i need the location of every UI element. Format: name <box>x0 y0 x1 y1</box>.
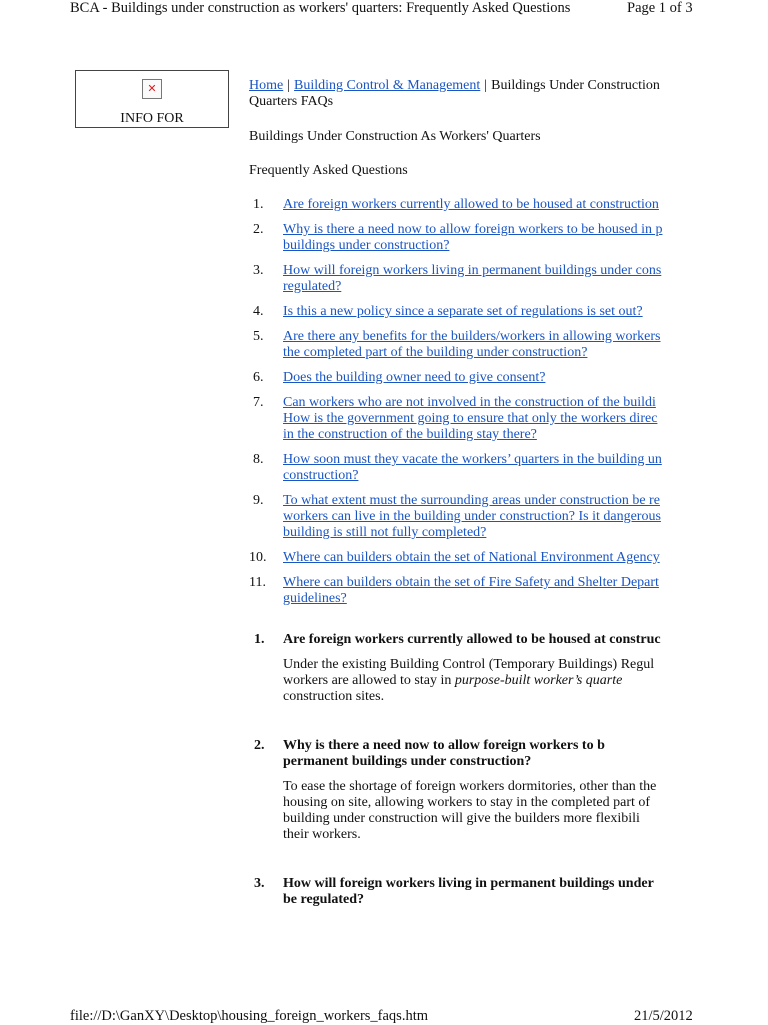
faq-question-item <box>249 550 698 566</box>
faq-question-link-line: Are foreign workers currently allowed to be housed at construction <box>283 197 659 212</box>
faq-question-link[interactable] <box>283 370 545 385</box>
faq-answer-question <box>283 738 698 770</box>
faq-answer-text-line <box>283 795 698 811</box>
faq-question-link-line: Where can builders obtain the set of National Environment Agency <box>283 550 660 565</box>
info-for-box <box>75 70 229 128</box>
faq-answer-text-line <box>283 827 698 843</box>
faq-question-link-line: How will foreign workers living in permanent buildings under cons <box>283 263 662 278</box>
faq-question-link[interactable] <box>283 550 660 565</box>
faq-answer-number: 2. <box>254 738 265 753</box>
faq-question-number: 7. <box>253 395 264 410</box>
faq-question-number: 4. <box>253 304 264 319</box>
faq-answer-number: 1. <box>254 632 265 647</box>
faq-question-link[interactable] <box>283 263 661 294</box>
faq-question-item <box>249 304 698 320</box>
info-for-label: INFO FOR <box>120 111 184 126</box>
faq-answer-text-fragment: Under the existing Building Control (Temporary Buildings) Regul <box>283 657 655 672</box>
faq-question-item <box>249 452 698 484</box>
faq-question-link-line: Is this a new policy since a separate set of regulations is set out? <box>283 304 643 319</box>
faq-answer-block <box>249 876 698 908</box>
breadcrumb-current-continued: Quarters FAQs <box>249 94 334 109</box>
faq-heading: Frequently Asked Questions <box>249 163 408 178</box>
breadcrumb <box>249 78 698 94</box>
faq-question-number: 10. <box>249 550 267 565</box>
faq-answer-text-line <box>283 657 698 673</box>
faq-question-link[interactable] <box>283 575 659 606</box>
faq-answer-text <box>283 657 698 705</box>
faq-answer-text-fragment: To ease the shortage of foreign workers dormitories, other than the <box>283 779 657 794</box>
faq-question-link-line: Can workers who are not involved in the construction of the buildi <box>283 395 656 410</box>
faq-answer-question-line: Why is there a need now to allow foreign workers to b <box>283 738 605 753</box>
faq-answer-text-line <box>283 811 698 827</box>
faq-answer-text-fragment: workers are allowed to stay in <box>283 673 455 688</box>
breadcrumb-separator: | <box>287 78 291 93</box>
faq-answer-text-fragment: construction sites. <box>283 689 385 704</box>
faq-question-link-line: building is still not fully completed? <box>283 525 487 540</box>
faq-question-number: 8. <box>253 452 264 467</box>
faq-question-link-line: To what extent must the surrounding areas under construction be re <box>283 493 660 508</box>
breadcrumb-home-link[interactable]: Home <box>249 78 284 93</box>
faq-answers <box>249 632 698 908</box>
faq-question-item <box>249 575 698 607</box>
faq-answer-question-line: permanent buildings under construction? <box>283 754 532 769</box>
faq-question-link-line: Where can builders obtain the set of Fire Safety and Shelter Depart <box>283 575 659 590</box>
faq-question-link-line: How is the government going to ensure that only the workers direc <box>283 411 658 426</box>
faq-answer-question <box>283 876 698 908</box>
faq-question-link[interactable] <box>283 493 661 540</box>
faq-question-link-line: regulated? <box>283 279 342 294</box>
faq-question-item <box>249 222 698 254</box>
faq-question-number: 6. <box>253 370 264 385</box>
print-footer-date: 21/5/2012 <box>634 1008 693 1024</box>
faq-answer-emphasis: purpose-built worker’s quarte <box>454 673 623 688</box>
faq-question-link-line: construction? <box>283 468 359 483</box>
faq-answer-question <box>283 632 698 648</box>
faq-question-item <box>249 263 698 295</box>
faq-question-link-line: in the construction of the building stay there? <box>283 427 537 442</box>
faq-question-link[interactable] <box>283 197 659 212</box>
faq-question-link-line: Are there any benefits for the builders/workers in allowing workers <box>283 329 661 344</box>
faq-answer-block <box>249 738 698 843</box>
faq-answer-number: 3. <box>254 876 265 891</box>
faq-answer-question-line: How will foreign workers living in permanent buildings under <box>283 876 654 891</box>
breadcrumb-section-link[interactable]: Building Control & Management <box>294 78 481 93</box>
breadcrumb-separator: | <box>484 78 488 93</box>
faq-question-link[interactable] <box>283 304 643 319</box>
faq-question-link[interactable] <box>283 222 662 253</box>
print-header-title: BCA - Buildings under construction as workers' quarters: Frequently Asked Questions <box>70 0 571 16</box>
faq-question-number: 11. <box>249 575 266 590</box>
faq-question-number: 1. <box>253 197 264 212</box>
faq-question-number: 9. <box>253 493 264 508</box>
faq-question-link-line: buildings under construction? <box>283 238 450 253</box>
faq-question-link[interactable] <box>283 452 662 483</box>
breadcrumb-current: Buildings Under Construction <box>491 78 660 93</box>
faq-question-link-line: How soon must they vacate the workers’ quarters in the building un <box>283 452 662 467</box>
faq-question-link[interactable] <box>283 329 661 360</box>
faq-question-link-line: workers can live in the building under construction? Is it dangerous <box>283 509 661 524</box>
print-footer-file-path: file://D:\GanXY\Desktop\housing_foreign_workers_faqs.htm <box>70 1008 429 1024</box>
faq-answer-text-fragment: building under construction will give the builders more flexibili <box>283 811 640 826</box>
faq-question-number: 5. <box>253 329 264 344</box>
faq-question-link-line: the completed part of the building under construction? <box>283 345 588 360</box>
faq-answer-text-fragment: housing on site, allowing workers to stay in the completed part of <box>283 795 651 810</box>
faq-answer-text-line <box>283 673 698 689</box>
faq-answer-question-line: Are foreign workers currently allowed to be housed at construc <box>283 632 661 647</box>
faq-question-number: 3. <box>253 263 264 278</box>
main-content <box>249 78 698 958</box>
faq-answer-block <box>249 632 698 705</box>
faq-answer-text-line <box>283 779 698 795</box>
faq-answer-text-line <box>283 689 698 705</box>
print-header-page-number: Page 1 of 3 <box>627 0 693 16</box>
faq-question-item <box>249 329 698 361</box>
broken-image-icon: ✕ <box>142 79 162 99</box>
faq-question-link-line: Does the building owner need to give consent? <box>283 370 546 385</box>
faq-answer-text-fragment: their workers. <box>283 827 361 842</box>
faq-question-link-line: guidelines? <box>283 591 347 606</box>
page-subtitle: Buildings Under Construction As Workers' Quarters <box>249 129 541 144</box>
faq-answer-text <box>283 779 698 843</box>
faq-question-item <box>249 370 698 386</box>
faq-question-link-line: Why is there a need now to allow foreign workers to be housed in p <box>283 222 663 237</box>
faq-question-item <box>249 395 698 443</box>
faq-question-link[interactable] <box>283 395 657 442</box>
faq-answer-question-line: be regulated? <box>283 892 365 907</box>
faq-question-list <box>249 197 698 607</box>
faq-question-item <box>249 493 698 541</box>
faq-question-number: 2. <box>253 222 264 237</box>
faq-question-item <box>249 197 698 213</box>
